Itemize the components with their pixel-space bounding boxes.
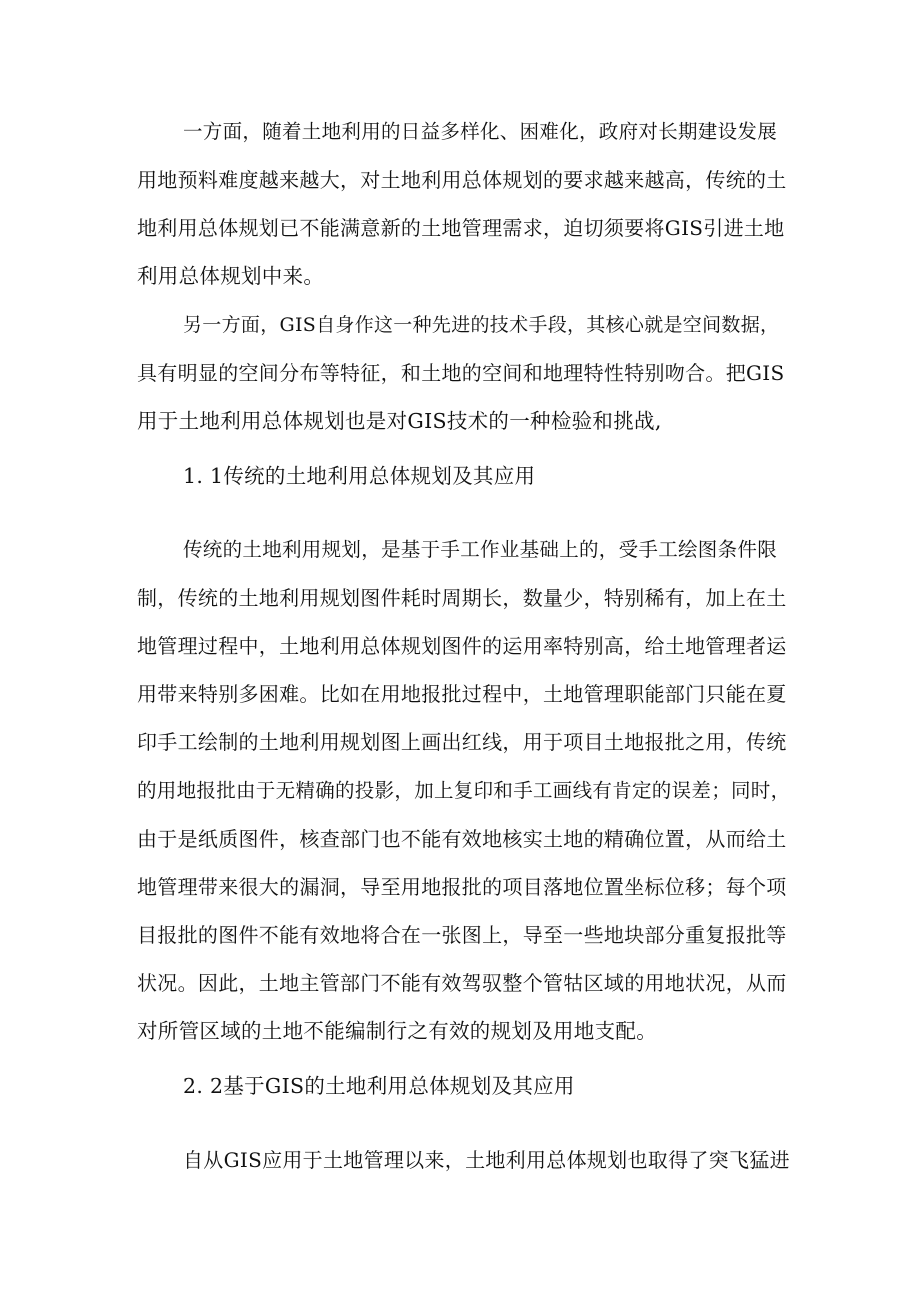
section-heading-1-1: 1. 1传统的土地利用总体规划及其应用 [183, 464, 536, 488]
paragraph-3-line-9: 目报批的图件不能有效地将合在一张图上，导至一些地块部分重复报批等 [137, 923, 787, 947]
paragraph-3-line-10: 状况。因此，土地主管部门不能有效驾驭整个管牯区域的用地状况，从而 [137, 971, 787, 995]
paragraph-3-line-7: 由于是纸质图件，核查部门也不能有效地核实土地的精确位置，从而给土 [137, 827, 787, 851]
paragraph-2-line-2: 具有明显的空间分布等特征，和土地的空间和地理特性特别吻合。把GIS [137, 361, 785, 385]
paragraph-3-line-2: 制，传统的土地利用规划图件耗时周期长，数量少，特别稀有，加上在土 [137, 586, 787, 610]
paragraph-3-line-3: 地管理过程中，土地利用总体规划图件的运用率特别高，给土地管理者运 [137, 634, 787, 658]
paragraph-1-line-4: 利用总体规划中来。 [137, 264, 325, 288]
paragraph-1-line-2: 用地预料难度越来越大，对土地利用总体规划的要求越来越高，传统的土 [137, 168, 787, 192]
paragraph-3-line-11: 对所管区域的土地不能编制行之有效的规划及用地支配。 [137, 1019, 657, 1043]
paragraph-2-line-3: 用于土地利用总体规划也是对GIS技术的一种检验和挑战, [137, 409, 662, 433]
paragraph-3-line-1: 传统的土地利用规划，是基于手工作业基础上的，受手工绘图条件限 [183, 538, 778, 561]
paragraph-3-line-6: 的用地报批由于无精确的投影，加上复印和手工画线有肯定的误差；同时， [137, 779, 791, 802]
section-heading-2-2: 2. 2基于GIS的土地利用总体规划及其应用 [183, 1074, 575, 1098]
paragraph-3-line-5: 印手工绘制的土地利用规划图上画出红线，用于项目土地报批之用，传统 [137, 730, 787, 754]
paragraph-1-line-3: 地利用总体规划已不能满意新的土地管理需求，迫切须要将GIS引进土地 [137, 216, 785, 240]
paragraph-1-line-1: 一方面，随着土地利用的日益多样化、困难化，政府对长期建设发展 [183, 120, 778, 143]
paragraph-2-line-1: 另一方面，GIS自身作这一种先进的技术手段，其核心就是空间数据， [183, 314, 780, 336]
paragraph-3-line-4: 用带来特别多困难。比如在用地报批过程中，土地管理职能部门只能在夏 [137, 682, 787, 706]
paragraph-3-line-8: 地管理带来很大的漏洞，导至用地报批的项目落地位置坐标位移；每个项 [137, 875, 787, 899]
paragraph-4-line-1: 自从GIS应用于土地管理以来，土地利用总体规划也取得了突飞猛进 [183, 1148, 790, 1172]
